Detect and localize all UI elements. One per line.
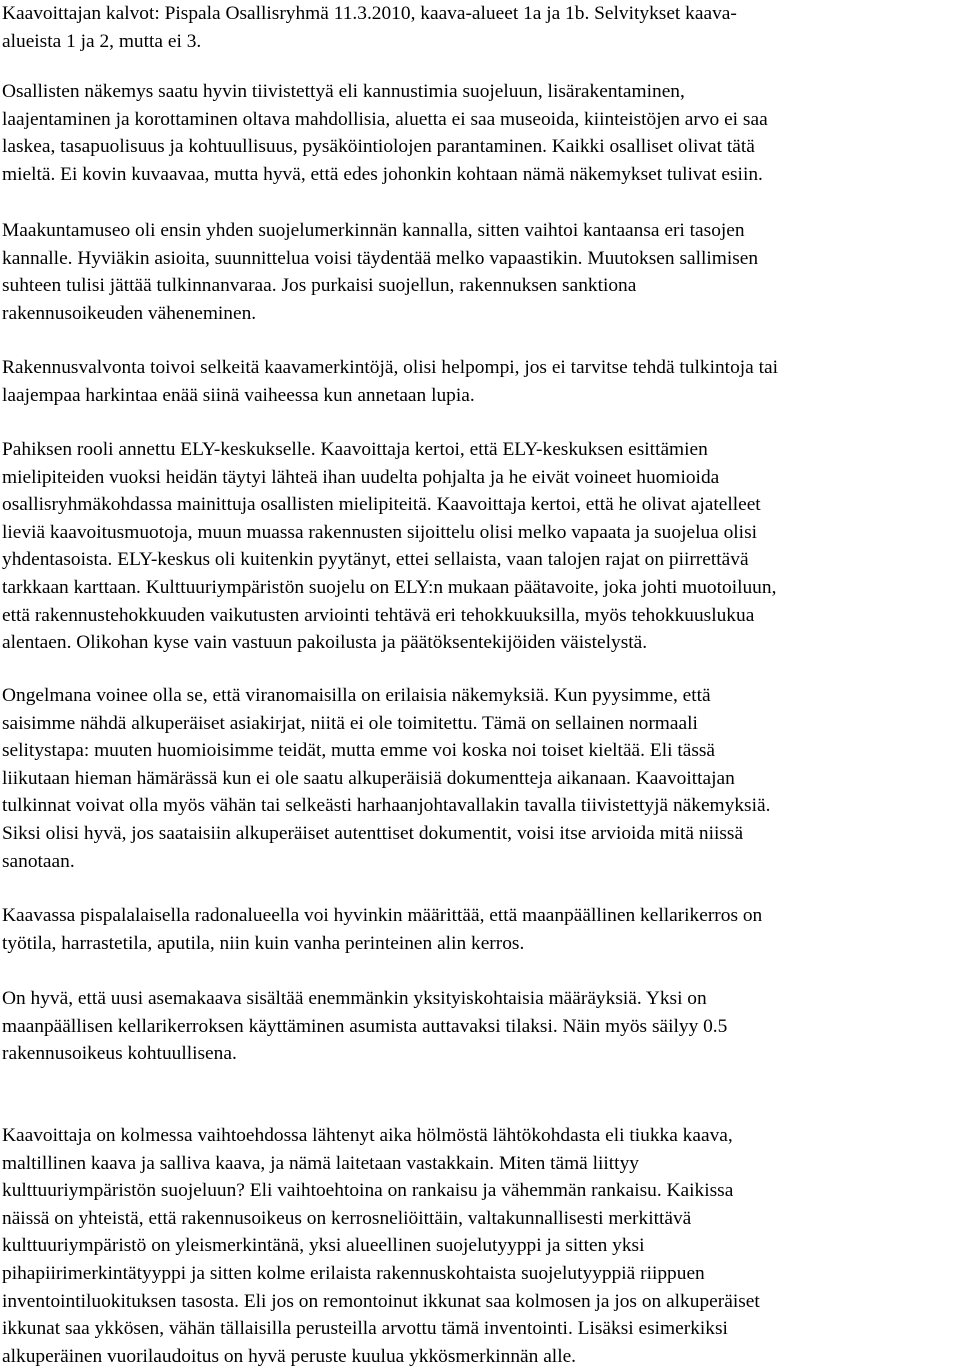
paragraph-vaihtoehdot bbox=[2, 1122, 958, 1370]
paragraph-radonalue bbox=[2, 902, 958, 957]
text-line: että rakennustehokkuuden vaikutusten arviointi tehtävä eri tehokkuuksilla, myös tehokkuuslukua bbox=[2, 604, 755, 626]
text-line: Kaavassa pispalalaisella radonalueella voi hyvinkin määrittää, että maanpäällinen kellarikerros on bbox=[2, 905, 763, 926]
text-line: osallisryhmäkohdassa mainittuja osallisten mielipiteitä. Kaavoittaja kertoi, että he olivat ajatelleet bbox=[2, 494, 761, 516]
text-line: liikutaan hieman hämärässä kun ei ole saatu alkuperäisiä dokumentteja aikanaan. Kaavoittajan bbox=[2, 767, 735, 789]
paragraph-heading bbox=[2, 0, 958, 55]
paragraph-maakuntamuseo bbox=[2, 217, 958, 327]
paragraph-rakennusvalvonta bbox=[2, 354, 958, 409]
text-line: alkuperäinen vuorilaudoitus on hyvä peruste kuulua ykkösmerkinnän alle. bbox=[2, 1345, 577, 1367]
text-line: saisimme nähdä alkuperäiset asiakirjat, niitä ei ole toimitettu. Tämä on sellainen normaali bbox=[2, 712, 698, 734]
text-line: maanpäällisen kellarikerroksen käyttäminen asumista auttavaksi tilaksi. Näin myös säilyy 0.5 bbox=[2, 1015, 728, 1037]
text-line: kannalle. Hyviäkin asioita, suunnittelua voisi täydentää melko vapaastikin. Muutoksen sallimisen bbox=[2, 247, 759, 269]
text-line: mieltä. Ei kovin kuvaavaa, mutta hyvä, että edes johonkin kohtaan nämä näkemykset tulivat esiin. bbox=[2, 163, 763, 185]
text-line: Siksi olisi hyvä, jos saataisiin alkuperäiset autenttiset dokumentit, voisi itse arvioida mitä niissä bbox=[2, 822, 744, 844]
paragraph-asemakaava bbox=[2, 985, 958, 1068]
text-line: työtila, harrastetila, aputila, niin kuin vanha perinteinen alin kerros. bbox=[2, 932, 525, 954]
paragraph-osallisten-nakemys bbox=[2, 78, 958, 188]
text-line: laskea, tasapuolisuus ja kohtuullisuus, pysäköintiolojen parantaminen. Kaikki osalliset olivat tätä bbox=[2, 136, 755, 158]
text-line: laajentaminen ja korottaminen oltava mahdollisia, aluetta ei saa museoida, kiinteistöjen arvo ei saa bbox=[2, 108, 768, 130]
text-line: tarkkaan karttaan. Kulttuuriympäristön suojelu on ELY:n mukaan päätavoite, joka johti muotoiluun, bbox=[2, 576, 777, 598]
text-line: selitystapa: muuten huomioisimme teidät, mutta emme voi koska noi toiset kieltää. Eli tässä bbox=[2, 740, 716, 762]
text-line: tulkinnat voivat olla myös vähän tai selkeästi harhaanjohtavallakin tavalla tiivistettyjä näkemyksiä. bbox=[2, 795, 771, 817]
text-line: alentaen. Olikohan kyse vain vastuun pakoilusta ja päätöksentekijöiden väistelystä. bbox=[2, 632, 648, 654]
text-line: yhdentasoista. ELY-keskus oli kuitenkin pyytänyt, ettei sellaista, vaan talojen rajat on piirrettävä bbox=[2, 549, 749, 571]
text-line: suhteen tulisi jättää tulkinnanvaraa. Jos purkaisi suojellun, rakennuksen sanktiona bbox=[2, 275, 637, 297]
text-line: Ongelmana voinee olla se, että viranomaisilla on erilaisia näkemyksiä. Kun pyysimme, että bbox=[2, 685, 711, 706]
text-line: kulttuuriympäristön suojeluun? Eli vaihtoehtoina on rankaisu ja vähemmän rankaisu. Kaikissa bbox=[2, 1180, 734, 1202]
text-line: Pahiksen rooli annettu ELY-keskukselle. Kaavoittaja kertoi, että ELY-keskuksen esittämien bbox=[2, 439, 708, 460]
text-line: On hyvä, että uusi asemakaava sisältää enemmänkin yksityiskohtaisia määräyksiä. Yksi on bbox=[2, 988, 707, 1009]
text-line: mielipiteiden vuoksi heidän täytyi lähteä ihan uudelta pohjalta ja he eivät voineet huomioida bbox=[2, 466, 720, 488]
text-line: laajempaa harkintaa enää siinä vaiheessa kun annetaan lupia. bbox=[2, 384, 475, 406]
paragraph-ely-keskus bbox=[2, 436, 958, 657]
text-line: rakennusoikeus kohtuullisena. bbox=[2, 1043, 237, 1065]
text-line: Kaavoittaja on kolmessa vaihtoehdossa lähtenyt aika hölmöstä lähtökohdasta eli tiukka kaava, bbox=[2, 1125, 733, 1146]
text-line: lieviä kaavoitusmuotoja, muun muassa rakennusten sijoittelu olisi melko vapaata ja suojelua olisi bbox=[2, 521, 758, 543]
text-line: Rakennusvalvonta toivoi selkeitä kaavamerkintöjä, olisi helpompi, jos ei tarvitse tehdä tulkintoja tai bbox=[2, 357, 778, 378]
text-line: pihapiirimerkintätyyppi ja sitten kolme erilaista rakennuskohtaista suojelutyyppiä riippuen bbox=[2, 1262, 705, 1284]
text-line: Kaavoittajan kalvot: Pispala Osallisryhmä 11.3.2010, kaava-alueet 1a ja 1b. Selvitykset kaava- bbox=[2, 3, 737, 24]
text-line: sanotaan. bbox=[2, 850, 75, 872]
text-line: maltillinen kaava ja salliva kaava, ja nämä laitetaan vastakkain. Miten tämä liittyy bbox=[2, 1152, 639, 1174]
text-line: kulttuuriympäristö on yleismerkintänä, yksi alueellinen suojelutyyppi ja sitten yksi bbox=[2, 1235, 645, 1257]
text-line: Maakuntamuseo oli ensin yhden suojelumerkinnän kannalla, sitten vaihtoi kantaansa eri tasojen bbox=[2, 220, 745, 241]
text-line: Osallisten näkemys saatu hyvin tiivistettyä eli kannustimia suojeluun, lisärakentaminen, bbox=[2, 81, 685, 102]
text-line: inventointiluokituksen tasosta. Eli jos on remontoinut ikkunat saa kolmosen ja jos on alkuperäiset bbox=[2, 1290, 760, 1312]
text-line: rakennusoikeuden väheneminen. bbox=[2, 302, 257, 324]
text-line: alueista 1 ja 2, mutta ei 3. bbox=[2, 30, 202, 52]
text-line: ikkunat saa ykkösen, vähän tällaisilla perusteilla arvottu tämä inventointi. Lisäksi esimerkiksi bbox=[2, 1318, 728, 1340]
text-line: näissä on yhteistä, että rakennusoikeus on kerrosneliöittäin, valtakunnallisesti merkittävä bbox=[2, 1207, 692, 1229]
paragraph-ongelmana bbox=[2, 682, 958, 875]
